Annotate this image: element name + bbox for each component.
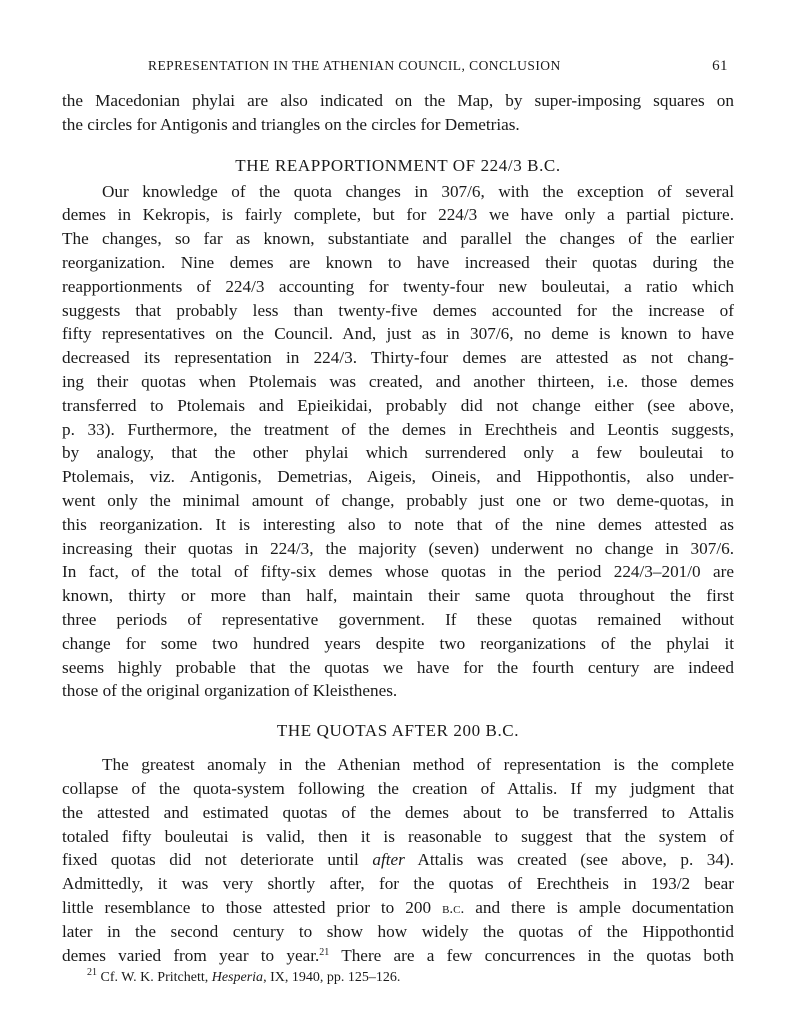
text-line: [62, 944, 734, 968]
text-line: [62, 896, 734, 920]
text-line: The greatest anomaly in the Athenian method of representation is the complete: [102, 755, 734, 775]
text-line: increasing their quotas in 224/3, the majority (seven) underwent no change in 307/6.: [62, 538, 734, 558]
page: [62, 58, 734, 987]
text-fragment: Attalis was created (see above, p. 34).: [404, 850, 735, 870]
running-head-title: REPRESENTATION IN THE ATHENIAN COUNCIL, CONCLUSION: [148, 58, 561, 73]
text-line: Our knowledge of the quota changes in 307/6, with the exception of several: [102, 181, 734, 201]
text-line: those of the original organization of Kleisthenes.: [62, 681, 398, 701]
footnote-text: Cf. W. K. Pritchett,: [97, 970, 212, 986]
text-fragment: fixed quotas did not deteriorate until: [62, 850, 373, 870]
text-line: suggests that probably less than twenty-five demes accounted for the increase of: [62, 300, 734, 320]
text-line: reorganization. Nine demes are known to have increased their quotas during the: [62, 252, 734, 272]
text-fragment: little resemblance to those attested prior to 200: [62, 897, 443, 917]
text-line: the circles for Antigonis and triangles on the circles for Demetrias.: [62, 114, 520, 134]
text-line: collapse of the quota-system following the creation of Attalis. If my judgment that: [62, 778, 734, 798]
emphasis: after: [372, 850, 405, 870]
text-line: decreased its representation in 224/3. Thirty-four demes are attested as not chang-: [62, 348, 734, 368]
page-number: 61: [712, 58, 728, 74]
footnote-number: 21: [87, 967, 97, 979]
text-line: fifty representatives on the Council. And, just as in 307/6, no deme is known to have: [62, 324, 734, 344]
text-line: known, thirty or more than half, maintain their same quota throughout the first: [62, 586, 734, 606]
reapportionment-paragraph: [62, 180, 734, 704]
text-line: Admittedly, it was very shortly after, for the quotas of Erechtheis in 193/2 bear: [62, 874, 734, 894]
footnote: [62, 969, 734, 987]
text-line: the attested and estimated quotas of the demes about to be transferred to Attalis: [62, 802, 734, 822]
text-line: change for some two hundred years despite two reorganizations of the phylai it: [62, 633, 734, 653]
text-line: The changes, so far as known, substantiate and parallel the changes of the earlier: [62, 229, 734, 249]
text-line: totaled fifty bouleutai is valid, then it is reasonable to suggest that the system of: [62, 826, 734, 846]
text-line: reapportionments of 224/3 accounting for twenty-four new bouleutai, a ratio which: [62, 276, 734, 296]
section-heading-quotas: THE QUOTAS AFTER 200 B.C.: [276, 721, 520, 741]
text-line: later in the second century to show how widely the quotas of the Hippothontid: [62, 921, 734, 941]
text-line: seems highly probable that the quotas we have for the fourth century are indeed: [62, 657, 734, 677]
text-line: p. 33). Furthermore, the treatment of the demes in Erechtheis and Leontis suggests,: [62, 419, 734, 439]
text-line: three periods of representative government. If these quotas remained without: [62, 609, 734, 629]
text-line: went only the minimal amount of change, probably just one or two deme-quotas, in: [62, 490, 734, 510]
text-fragment: There are a few concurrences in the quotas both: [329, 945, 734, 965]
section-heading-reapportionment: THE REAPPORTIONMENT OF 224/3 B.C.: [235, 155, 561, 175]
footnote-journal: Hesperia: [211, 970, 264, 986]
text-line: [62, 848, 734, 872]
quotas-paragraph: [62, 753, 734, 967]
text-line: the Macedonian phylai are also indicated on the Map, by super-imposing squares on: [62, 91, 734, 110]
text-fragment: and there is ample documentation: [464, 897, 734, 917]
text-fragment: demes varied from year to year.: [62, 945, 320, 965]
running-head: [62, 58, 734, 82]
text-line: ing their quotas when Ptolemais was created, and another thirteen, i.e. those demes: [62, 371, 734, 391]
intro-paragraph: [62, 89, 734, 137]
text-line: Ptolemais, viz. Antigonis, Demetrias, Aigeis, Oineis, and Hippothontis, also under-: [62, 467, 734, 487]
text-line: by analogy, that the other phylai which surrendered only a few bouleutai to: [62, 443, 734, 463]
footnote-reference[interactable]: 21: [319, 946, 330, 958]
era-abbreviation: b.c.: [442, 900, 465, 917]
text-line: In fact, of the total of fifty-six demes whose quotas in the period 224/3–201/0 are: [62, 562, 734, 582]
footnote-text: , IX, 1940, pp. 125–126.: [263, 970, 401, 986]
text-line: this reorganization. It is interesting also to note that of the nine demes attested as: [62, 514, 734, 534]
text-line: transferred to Ptolemais and Epieikidai, probably did not change either (see above,: [62, 395, 734, 415]
text-line: demes in Kekropis, is fairly complete, but for 224/3 we have only a partial picture.: [62, 205, 734, 225]
